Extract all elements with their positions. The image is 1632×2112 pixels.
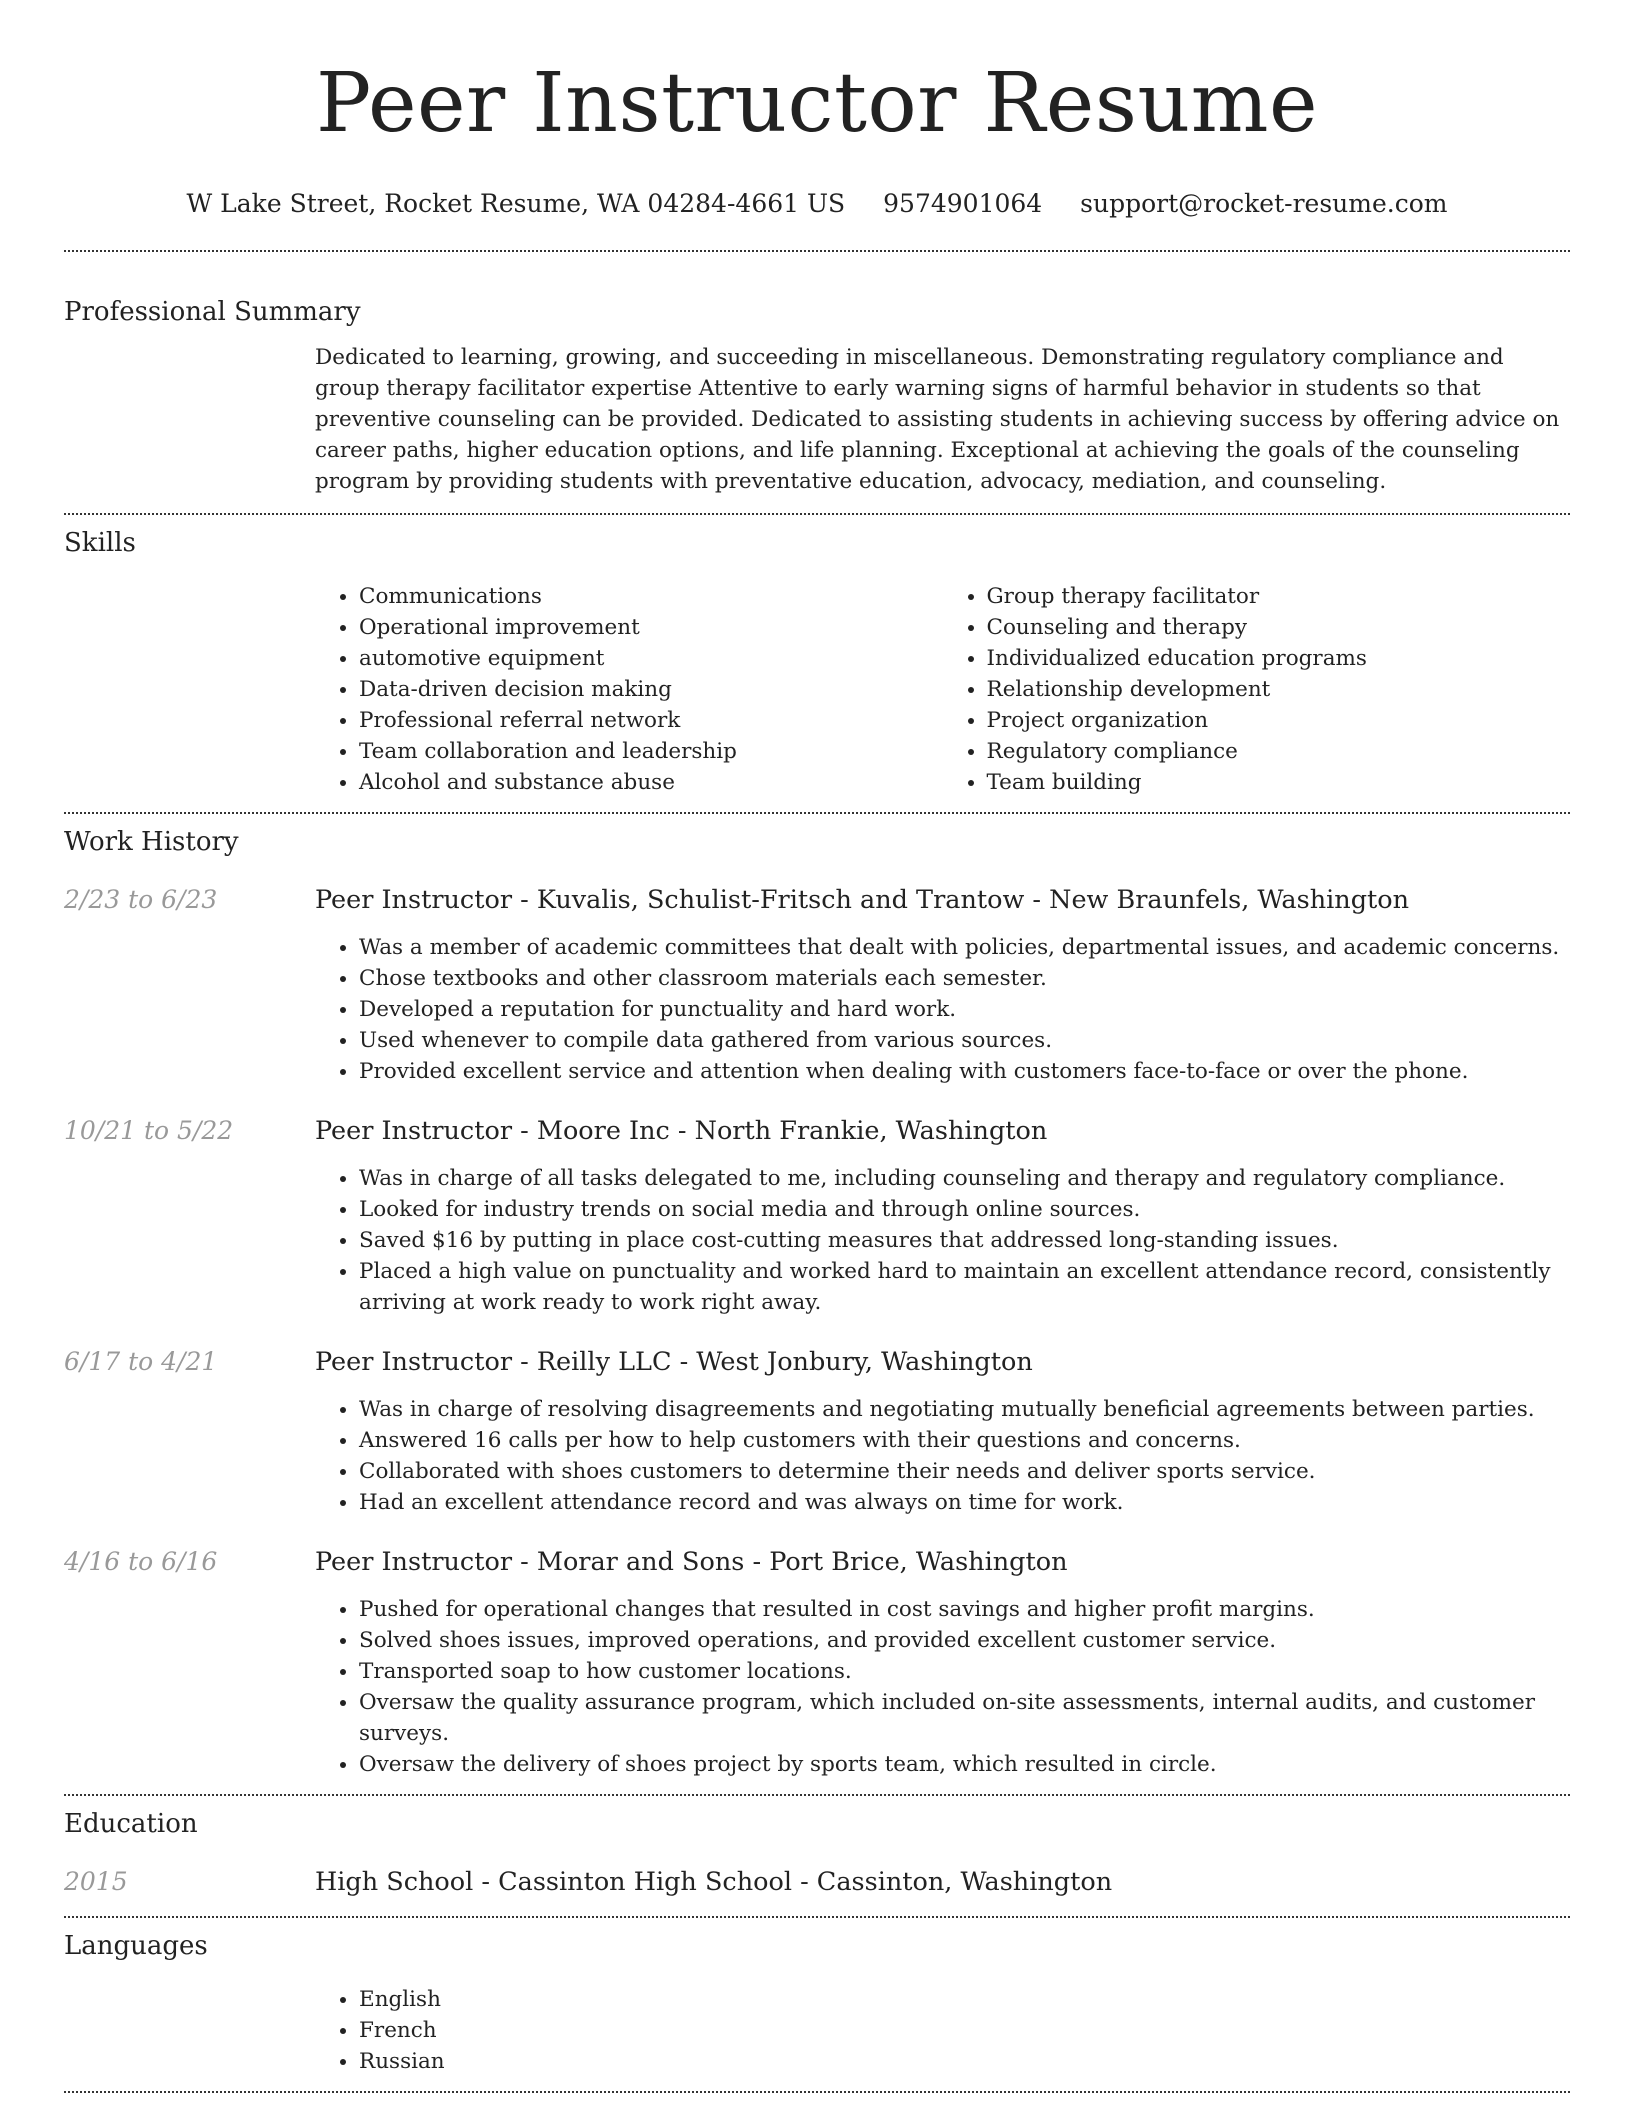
summary-block [64,342,1570,497]
job-bullets [64,932,1570,1087]
job-bullet: • Provided excellent service and attention when dealing with customers face-to-face or over the phone. [359,1056,1570,1087]
skill-item: • Regulatory compliance [987,736,1571,767]
divider [64,1794,1570,1796]
job-bullet: • Chose textbooks and other classroom materials each semester. [359,963,1570,994]
language-item: • French [359,2015,1570,2046]
section-title-skills: Skills [64,528,136,558]
job-entry [64,884,1570,1087]
language-item: • Russian [359,2046,1570,2077]
job-bullet: • Placed a high value on punctuality and worked hard to maintain an excellent attendance record, consistently arriving at work ready to work right away. [359,1256,1570,1318]
skill-item: • Project organization [987,705,1571,736]
skill-item: • Alcohol and substance abuse [359,767,943,798]
education-year: 2015 [64,1867,128,1896]
job-entry [64,1346,1570,1518]
job-title: Peer Instructor - Morar and Sons - Port Brice, Washington [315,1547,1068,1577]
job-header [64,1346,1570,1378]
section-title-summary: Professional Summary [64,297,361,327]
skill-item: • Counseling and therapy [987,612,1571,643]
job-dates: 10/21 to 5/22 [64,1116,234,1145]
skills-list-left [315,581,943,798]
job-entry [64,1115,1570,1318]
skill-item: • Professional referral network [359,705,943,736]
divider [64,812,1570,814]
job-bullet-list [315,1594,1570,1780]
resume-page [64,0,1570,2093]
section-title-languages: Languages [64,1931,208,1961]
education-title: High School - Cassinton High School - Cassinton, Washington [315,1867,1113,1897]
education-entry [64,1866,1570,1898]
job-header [64,1115,1570,1147]
job-dates: 2/23 to 6/23 [64,885,218,914]
job-bullet: • Used whenever to compile data gathered from various sources. [359,1025,1570,1056]
skill-item: • Team building [987,767,1571,798]
job-header [64,1546,1570,1578]
job-bullet: • Was in charge of resolving disagreements and negotiating mutually beneficial agreements between parties. [359,1394,1570,1425]
job-bullet-list [315,932,1570,1087]
address: W Lake Street, Rocket Resume, WA 04284-4661 US [186,189,846,218]
phone: 9574901064 [883,189,1043,218]
divider [64,250,1570,252]
job-bullet: • Transported soap to how customer locations. [359,1656,1570,1687]
language-item: • English [359,1984,1570,2015]
resume-title: Peer Instructor Resume [315,56,1318,151]
job-header [64,884,1570,916]
skill-item: • automotive equipment [359,643,943,674]
job-bullet: • Saved $16 by putting in place cost-cutting measures that addressed long-standing issues. [359,1225,1570,1256]
job-bullet: • Oversaw the quality assurance program, which included on-site assessments, internal audits, and customer surveys. [359,1687,1570,1749]
skill-item: • Individualized education programs [987,643,1571,674]
job-bullets [64,1394,1570,1518]
job-bullet: • Oversaw the delivery of shoes project by sports team, which resulted in circle. [359,1749,1570,1780]
job-bullet: • Answered 16 calls per how to help customers with their questions and concerns. [359,1425,1570,1456]
job-bullet: • Had an excellent attendance record and was always on time for work. [359,1487,1570,1518]
job-bullet: • Looked for industry trends on social media and through online sources. [359,1194,1570,1225]
skills-list-right [943,581,1571,798]
job-bullets [64,1594,1570,1780]
job-title: Peer Instructor - Moore Inc - North Frankie, Washington [315,1116,1048,1146]
job-bullet: • Collaborated with shoes customers to determine their needs and deliver sports service. [359,1456,1570,1487]
job-bullet: • Developed a reputation for punctuality and hard work. [359,994,1570,1025]
skill-item: • Operational improvement [359,612,943,643]
job-dates: 4/16 to 6/16 [64,1547,218,1576]
job-bullet-list [315,1163,1570,1318]
job-dates: 6/17 to 4/21 [64,1347,218,1376]
divider [64,1916,1570,1918]
skill-item: • Group therapy facilitator [987,581,1571,612]
skill-item: • Relationship development [987,674,1571,705]
skill-item: • Team collaboration and leadership [359,736,943,767]
summary-text: Dedicated to learning, growing, and succeeding in miscellaneous. Demonstrating regulatory compliance and group therapy facilitator expertise Attentive to early warning signs of harmful behavior in students so that preventive counseling can be provided. Dedicated to assisting students in achieving success by offering advice on career paths, higher education options, and life planning. Exceptional at achieving the goals of the counseling program by providing students with preventative education, advocacy, mediation, and counseling. [315,345,1560,494]
job-bullets [64,1163,1570,1318]
divider [64,2091,1570,2093]
languages-list [315,1984,1570,2077]
job-title: Peer Instructor - Kuvalis, Schulist-Fritsch and Trantow - New Braunfels, Washington [315,885,1410,915]
skill-item: • Communications [359,581,943,612]
job-title: Peer Instructor - Reilly LLC - West Jonbury, Washington [315,1347,1033,1377]
job-bullet: • Solved shoes issues, improved operations, and provided excellent customer service. [359,1625,1570,1656]
job-bullet: • Was in charge of all tasks delegated to me, including counseling and therapy and regulatory compliance. [359,1163,1570,1194]
email: support@rocket-resume.com [1080,189,1448,218]
section-title-education: Education [64,1809,198,1839]
section-title-work: Work History [64,827,239,857]
job-bullet-list [315,1394,1570,1518]
skill-item: • Data-driven decision making [359,674,943,705]
skills-block [64,581,1570,798]
languages-block [64,1984,1570,2077]
divider [64,513,1570,515]
job-bullet: • Pushed for operational changes that resulted in cost savings and higher profit margins. [359,1594,1570,1625]
job-entry [64,1546,1570,1780]
contact-line [64,188,1570,220]
job-bullet: • Was a member of academic committees that dealt with policies, departmental issues, and academic concerns. [359,932,1570,963]
